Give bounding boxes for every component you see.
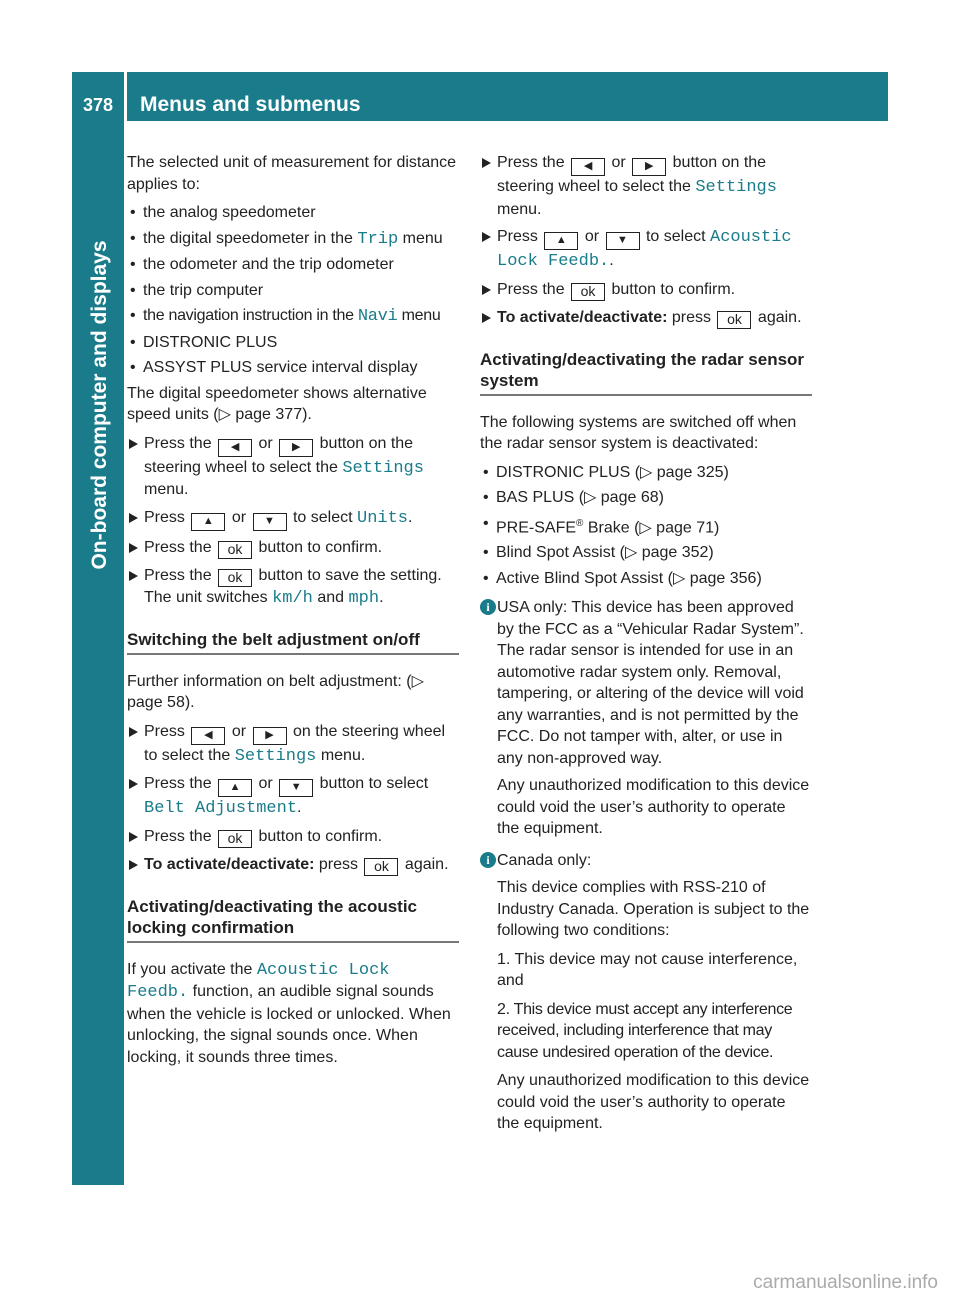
info-note-text: Any unauthorized modification to this device could void the user’s authority to operate the equipment. — [497, 777, 810, 838]
ok-key-icon: ok — [717, 311, 751, 329]
ok-key-icon: ok — [364, 858, 398, 876]
page-number: 378 — [82, 95, 114, 115]
list-item: • DISTRONIC PLUS (▷ page 325) — [480, 462, 812, 484]
instruction-step: Press the ok button to save the setting. The unit switches km/h and mph. — [127, 565, 459, 610]
list-item: • the navigation instruction in the Navi menu — [127, 305, 459, 328]
instruction-step: To activate/deactivate: press ok again. — [127, 854, 459, 876]
list-item: • the trip computer — [127, 280, 459, 302]
list-item: • the odometer and the trip odometer — [127, 254, 459, 276]
list-item: • PRE-SAFE® Brake (▷ page 71) — [480, 513, 812, 539]
down-arrow-key-icon: ▼ — [279, 779, 313, 797]
instruction-step: Press ◀ or ▶ on the steering wheel to select the Settings menu. — [127, 721, 459, 768]
alt-units-text: The digital speedometer shows alternative speed units (▷ page 377). — [127, 384, 427, 423]
instruction-step: Press the ok button to confirm. — [127, 537, 459, 559]
right-arrow-key-icon: ▶ — [279, 439, 313, 457]
instruction-step: Press the ▲ or ▼ button to select Belt Adjustment. — [127, 773, 459, 820]
list-item: • Active Blind Spot Assist (▷ page 356) — [480, 568, 812, 590]
right-column — [480, 152, 812, 1142]
down-arrow-key-icon: ▼ — [606, 232, 640, 250]
info-note-usa: i USA only: This device has been approved by the FCC as a “Vehicular Radar System”. The radar sensor is intended for use in an automotive radar system only. Removal, tampering, or altering of the device will void any warranties, and is not permitted by the FCC. Do not tamper with, alter, or use in any non-approved way. — [480, 597, 812, 769]
left-column — [127, 152, 459, 1075]
footer-watermark: carmanualsonline.info — [753, 1272, 938, 1293]
list-item: • Blind Spot Assist (▷ page 352) — [480, 542, 812, 564]
instruction-step: Press the ◀ or ▶ button on the steering wheel to select the Settings menu. — [480, 152, 812, 220]
instruction-step: Press the ok button to confirm. — [127, 826, 459, 848]
ok-key-icon: ok — [218, 541, 252, 559]
belt-intro-text: Further information on belt adjustment: (▷ page 58). — [127, 672, 424, 711]
list-item: • BAS PLUS (▷ page 68) — [480, 487, 812, 509]
info-note-text: This device complies with RSS-210 of Industry Canada. Operation is subject to the following two conditions: — [497, 879, 810, 940]
up-arrow-key-icon: ▲ — [218, 779, 252, 797]
ok-key-icon: ok — [571, 283, 605, 301]
list-item: • the analog speedometer — [127, 202, 459, 224]
side-tab-label: On-board computer and displays — [88, 240, 111, 570]
info-note-canada: i Canada only: — [480, 850, 812, 872]
ok-key-icon: ok — [218, 830, 252, 848]
section-heading-radar: Activating/deactivating the radar sensor system — [480, 349, 812, 396]
intro-text: The selected unit of measurement for distance applies to: — [127, 154, 457, 193]
section-heading-acoustic: Activating/deactivating the acoustic locking confirmation — [127, 896, 459, 943]
radar-intro-text: The following systems are switched off when the radar sensor system is deactivated: — [480, 413, 797, 452]
instruction-step: Press the ◀ or ▶ button on the steering wheel to select the Settings menu. — [127, 433, 459, 501]
down-arrow-key-icon: ▼ — [253, 513, 287, 531]
instruction-step: To activate/deactivate: press ok again. — [480, 307, 812, 329]
section-heading-belt: Switching the belt adjustment on/off — [127, 629, 459, 655]
acoustic-text: If you activate the Acoustic Lock Feedb. function, an audible signal sounds when the vehicle is locked or unlocked. When unlocking, the signal sounds once. When locking, it sounds three times. — [127, 960, 451, 1066]
up-arrow-key-icon: ▲ — [191, 513, 225, 531]
info-note-text: 2. This device must accept any interference received, including interference that may cause undesired operation of the device. — [497, 1000, 793, 1061]
header-separator — [124, 72, 127, 121]
left-arrow-key-icon: ◀ — [191, 727, 225, 745]
list-item: • DISTRONIC PLUS — [127, 332, 459, 354]
up-arrow-key-icon: ▲ — [544, 232, 578, 250]
list-item: • ASSYST PLUS service interval display — [127, 357, 459, 379]
page-title: Menus and submenus — [140, 93, 361, 116]
info-note-text: 1. This device may not cause interference, and — [497, 950, 798, 990]
right-arrow-key-icon: ▶ — [253, 727, 287, 745]
left-arrow-key-icon: ◀ — [571, 158, 605, 176]
info-icon: i — [480, 599, 496, 615]
instruction-step: Press ▲ or ▼ to select Acoustic Lock Feedb.. — [480, 226, 812, 273]
ok-key-icon: ok — [218, 569, 252, 587]
info-icon: i — [480, 852, 496, 868]
instruction-step: Press ▲ or ▼ to select Units. — [127, 507, 459, 531]
list-item: • the digital speedometer in the Trip menu — [127, 228, 459, 251]
info-note-text: Any unauthorized modification to this device could void the user’s authority to operate the equipment. — [497, 1072, 810, 1133]
left-arrow-key-icon: ◀ — [218, 439, 252, 457]
instruction-step: Press the ok button to confirm. — [480, 279, 812, 301]
right-arrow-key-icon: ▶ — [632, 158, 666, 176]
